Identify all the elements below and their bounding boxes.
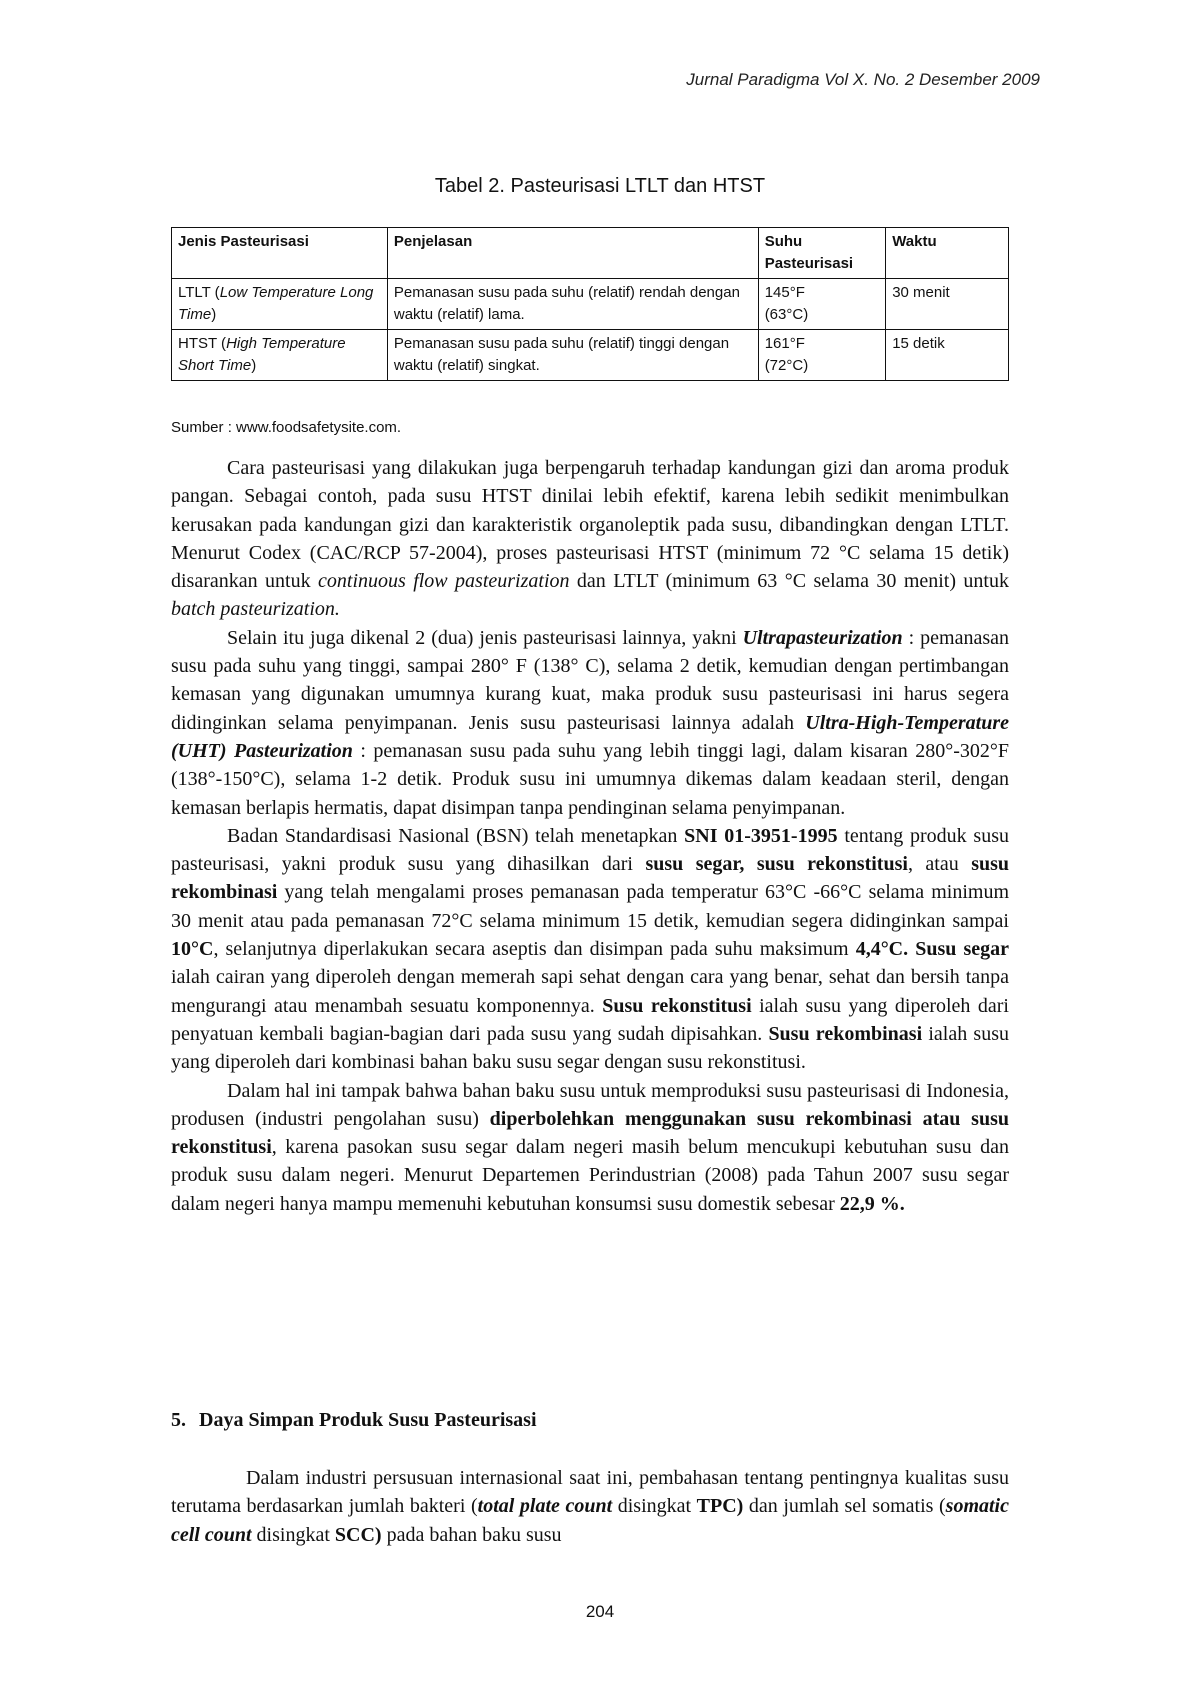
body-text: [171, 1464, 1009, 1549]
table-cell: LTLT (Low Temperature Long Time): [172, 279, 388, 330]
paragraph: Cara pasteurisasi yang dilakukan juga berpengaruh terhadap kandungan gizi dan aroma produk pangan. Sebagai contoh, pada susu HTST dinilai lebih efektif, karena lebih sedikit menimbulkan kerusakan pada kandungan gizi dan karakteristik organoleptik pada susu, dibandingkan dengan LTLT. Menurut Codex (CAC/RCP 57-2004), proses pasteurisasi HTST (minimum 72 °C selama 15 detik) disarankan untuk continuous flow pasteurization dan LTLT (minimum 63 °C selama 30 menit) untuk batch pasteurization.: [171, 457, 1009, 621]
table-cell: HTST (High Temperature Short Time): [172, 330, 388, 381]
column-header: Waktu: [886, 228, 1009, 279]
column-header: Jenis Pasteurisasi: [172, 228, 388, 279]
paragraph: Badan Standardisasi Nasional (BSN) telah menetapkan SNI 01-3951-1995 tentang produk susu pasteurisasi, yakni produk susu yang dihasilkan dari susu segar, susu rekonstitusi, atau susu rekombinasi yang telah mengalami proses pemanasan pada temperatur 63°C -66°C selama minimum 30 menit atau pada pemanasan 72°C selama minimum 15 detik, kemudian segera didinginkan sampai 10°C, selanjutnya diperlakukan secara aseptis dan disimpan pada suhu maksimum 4,4°C. Susu segar ialah cairan yang diperoleh dengan memerah sapi sehat dengan cara yang benar, sehat dan bersih tanpa mengurangi atau menambah sesuatu komponennya. Susu rekonstitusi ialah susu yang diperoleh dari penyatuan kembali bagian-bagian dari pada susu yang sudah dipisahkan. Susu rekombinasi ialah susu yang diperoleh dari kombinasi bahan baku susu segar dengan susu rekonstitusi.: [171, 824, 1009, 1074]
table-caption: Tabel 2. Pasteurisasi LTLT dan HTST: [434, 175, 766, 197]
table-cell: 161°F (72°C): [758, 330, 886, 381]
column-header: Penjelasan: [387, 228, 758, 279]
table-cell: Pemanasan susu pada suhu (relatif) rendah dengan waktu (relatif) lama.: [387, 279, 758, 330]
body-text: [171, 454, 1009, 1218]
table-cell: 145°F (63°C): [758, 279, 886, 330]
paragraph: Selain itu juga dikenal 2 (dua) jenis pasteurisasi lainnya, yakni Ultrapasteurization : pemanasan susu pada suhu yang tinggi, sampai 280° F (138° C), selama 2 detik, kemudian dengan pertimbangan kemasan yang digunakan umumnya kurang kuat, maka produk susu pasteurisasi ini harus segera didinginkan selama penyimpanan. Jenis susu pasteurisasi lainnya adalah Ultra-High-Temperature (UHT) Pasteurization : pemanasan susu pada suhu yang lebih tinggi lagi, dalam kisaran 280°-302°F (138°-150°C), selama 1-2 detik. Produk susu ini umumnya dikemas dalam keadaan steril, dengan kemasan berlapis hermatis, dapat disimpan tanpa pendinginan selama penyimpanan.: [171, 626, 1010, 819]
table-cell: 30 menit: [886, 279, 1009, 330]
paragraph: Dalam hal ini tampak bahwa bahan baku susu untuk memproduksi susu pasteurisasi di Indonesia, produsen (industri pengolahan susu) diperbolehkan menggunakan susu rekombinasi atau susu rekonstitusi, karena pasokan susu segar dalam negeri masih belum mencukupi kebutuhan susu dan produk susu dalam negeri. Menurut Departemen Perindustrian (2008) pada Tahun 2007 susu segar dalam negeri hanya mampu memenuhi kebutuhan konsumsi susu domestik sebesar 22,9 %.: [171, 1079, 1009, 1215]
pasteurization-table: [171, 227, 1009, 381]
table-cell: Pemanasan susu pada suhu (relatif) tinggi dengan waktu (relatif) singkat.: [387, 330, 758, 381]
table-row: [172, 279, 1009, 330]
table-source: Sumber : www.foodsafetysite.com.: [171, 419, 402, 436]
table-header-row: [172, 228, 1009, 279]
table-cell: 15 detik: [886, 330, 1009, 381]
table-row: [172, 330, 1009, 381]
section-heading: 5. Daya Simpan Produk Susu Pasteurisasi: [171, 1409, 537, 1431]
running-header: Jurnal Paradigma Vol X. No. 2 Desember 2009: [686, 70, 1040, 89]
paragraph: Dalam industri persusuan internasional saat ini, pembahasan tentang pentingnya kualitas susu terutama berdasarkan jumlah bakteri (total plate count disingkat TPC) dan jumlah sel somatis (somatic cell count disingkat SCC) pada bahan baku susu: [171, 1467, 1009, 1546]
page-number: 204: [585, 1602, 615, 1621]
column-header: Suhu Pasteurisasi: [758, 228, 886, 279]
